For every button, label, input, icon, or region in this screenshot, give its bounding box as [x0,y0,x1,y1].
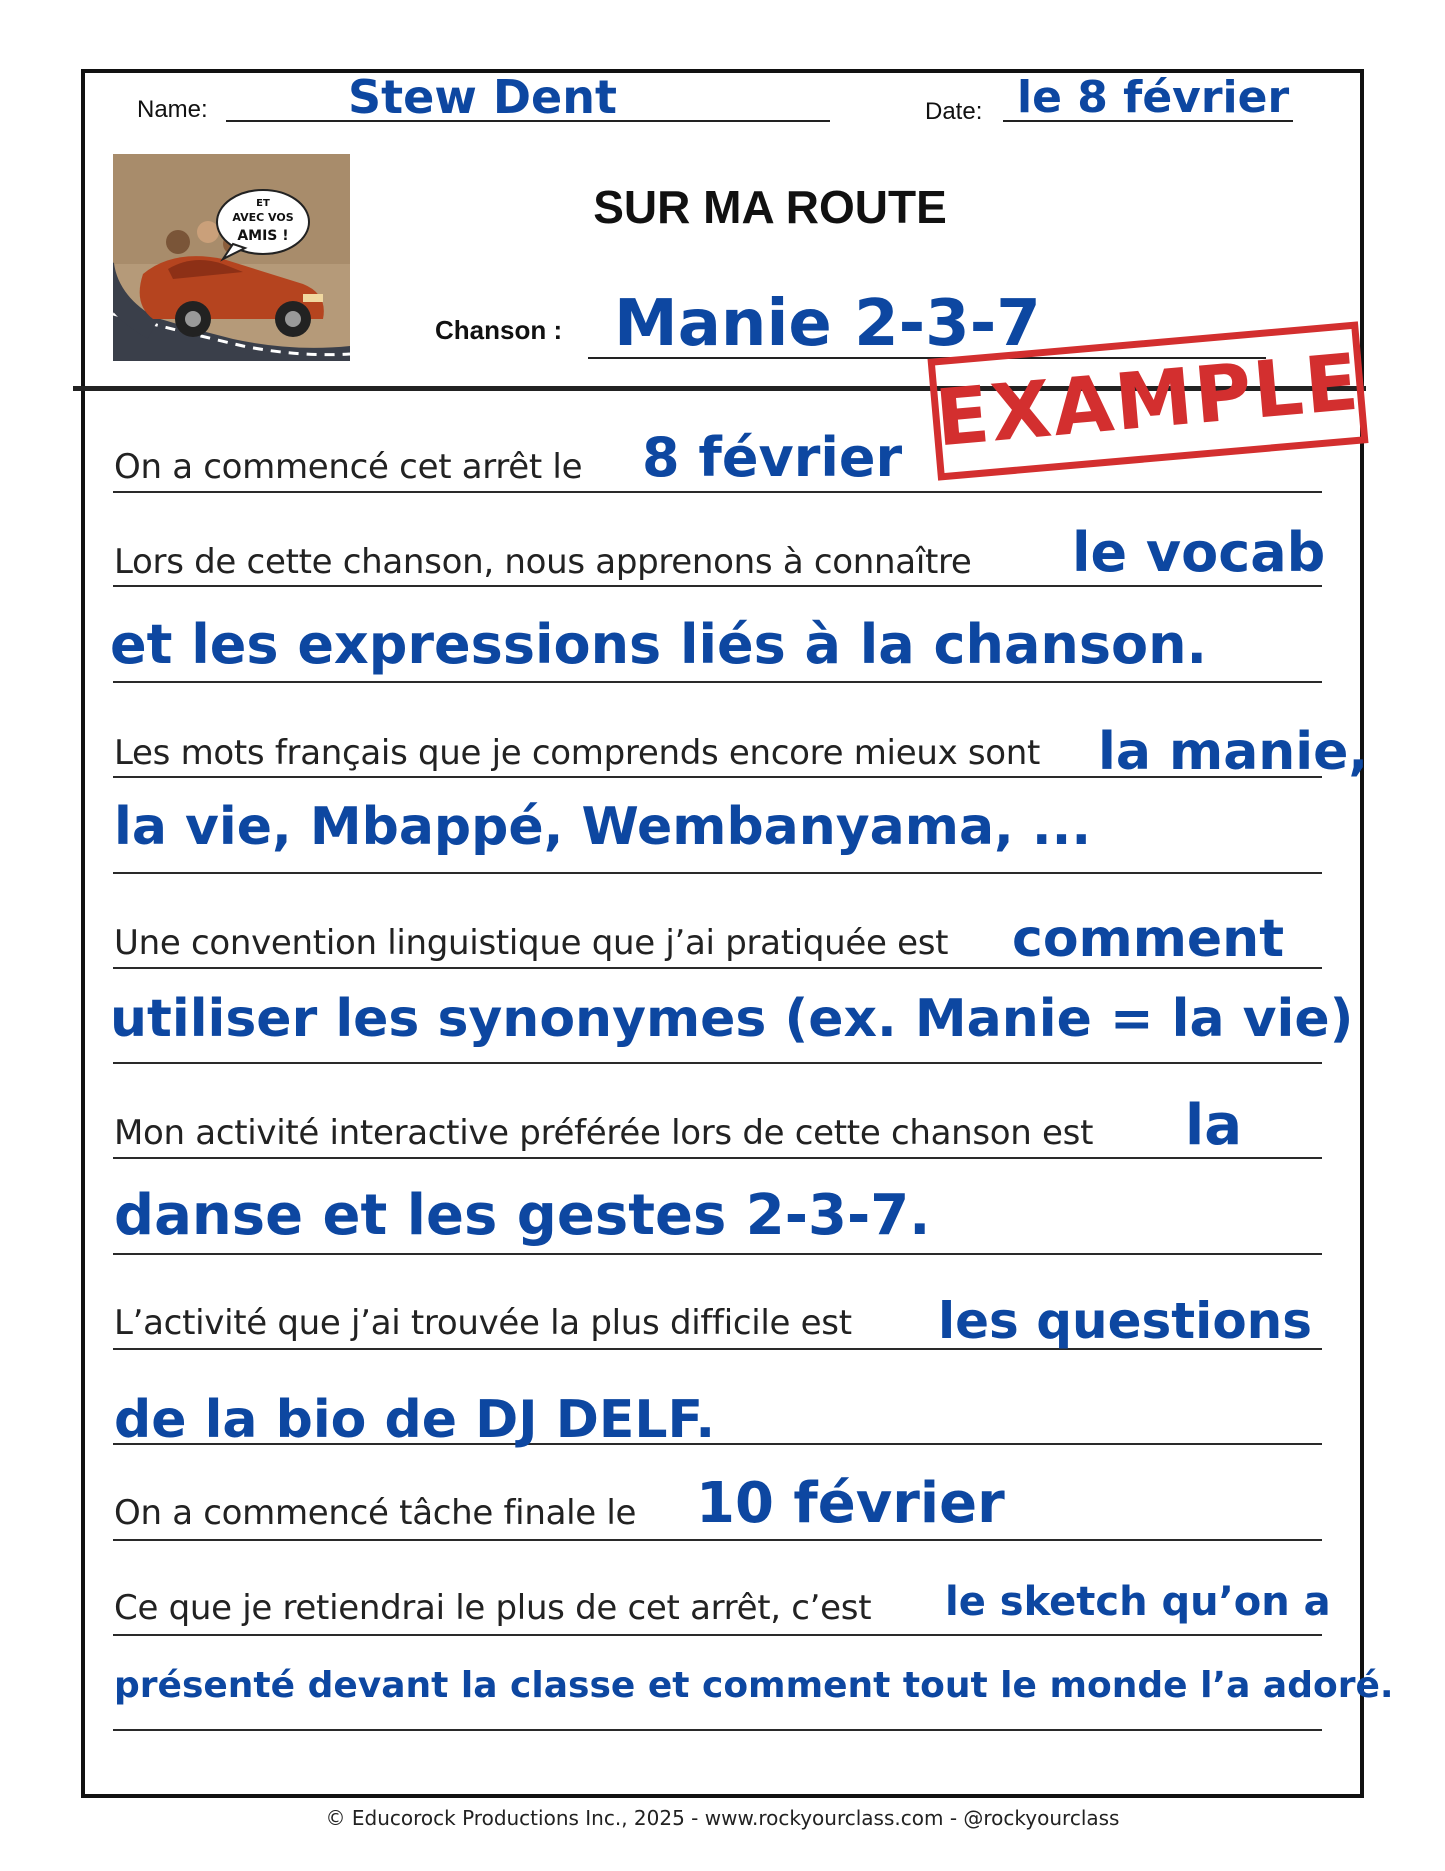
prompt-remember: Ce que je retiendrai le plus de cet arrêt, c’est [114,1588,872,1628]
bubble-line-1: ET [256,198,270,209]
answer-remember-continued: présenté devant la classe et comment tout le monde l’a adoré. [114,1665,1394,1706]
answer-favorite-activity-continued: danse et les gestes 2-3-7. [114,1183,931,1248]
bubble-line-3: AMIS ! [237,228,289,244]
rule-line [113,872,1322,874]
page-title: SUR MA ROUTE [593,181,947,233]
answer-learn-continued: et les expressions liés à la chanson. [110,613,1208,676]
rule-line [113,1539,1322,1541]
chanson-label: Chanson : [435,315,563,345]
rule-line [113,1634,1322,1636]
answer-favorite-activity: la [1185,1093,1242,1158]
rule-line [113,1062,1322,1064]
date-label: Date: [925,98,983,125]
answer-convention: comment [1012,909,1285,969]
bubble-line-2: AVEC VOS [232,211,294,224]
prompt-convention: Une convention linguistique que j’ai pratiquée est [114,923,949,963]
prompt-favorite-activity: Mon activité interactive préférée lors de cette chanson est [114,1113,1094,1153]
prompt-start-date: On a commencé cet arrêt le [114,447,583,487]
date-value: le 8 février [1017,72,1290,123]
answer-start-date: 8 février [642,426,903,489]
stamp-text: EXAMPLE [932,337,1364,465]
answer-final-task: 10 février [696,1471,1005,1536]
answer-convention-continued: utiliser les synonymes (ex. Manie = la vie) [110,989,1354,1049]
rule-line [113,681,1322,683]
answer-learn: le vocab [1072,521,1326,584]
prompt-learn: Lors de cette chanson, nous apprenons à connaître [114,542,972,582]
prompt-final-task: On a commencé tâche finale le [114,1493,637,1533]
rule-line [113,491,1322,493]
answer-remember: le sketch qu’on a [945,1579,1331,1625]
answer-words-continued: la vie, Mbappé, Wembanyama, ... [114,797,1092,857]
rule-line [113,1253,1322,1255]
prompt-words: Les mots français que je comprends encore mieux sont [114,733,1041,773]
rule-line [113,585,1322,587]
rule-line [113,1157,1322,1159]
answer-hardest-activity-continued: de la bio de DJ DELF. [114,1390,716,1450]
rule-line [113,1729,1322,1731]
answer-hardest-activity: les questions [938,1292,1313,1350]
prompt-hardest-activity: L’activité que j’ai trouvée la plus difficile est [114,1303,852,1343]
chanson-value: Manie 2-3-7 [614,287,1041,361]
name-label: Name: [137,96,208,123]
road-trip-illustration [113,154,350,361]
name-value: Stew Dent [348,70,617,124]
answer-words: la manie, [1098,722,1369,782]
copyright-footer: © Educorock Productions Inc., 2025 - www.rockyourclass.com - @rockyourclass [325,1806,1120,1830]
